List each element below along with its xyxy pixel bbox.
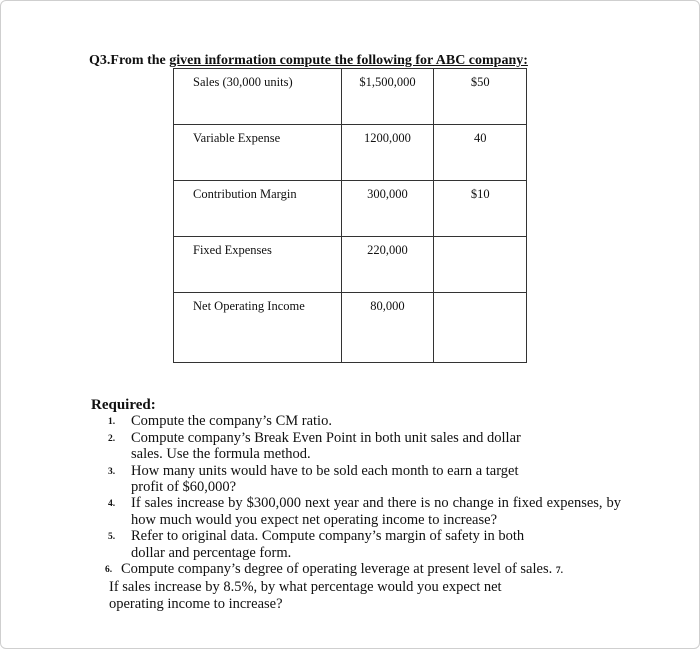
table-row [174,237,527,293]
list-item [91,463,621,496]
item-number-inline: 7. [555,566,563,577]
row-label: Fixed Expenses [174,237,342,293]
row-per-unit [434,293,527,363]
list-item [91,430,621,463]
table-row [174,125,527,181]
item-text-continued: profit of $60,000? [131,479,237,496]
table-row [174,293,527,363]
row-label: Sales (30,000 units) [174,69,342,125]
item-text-continued: If sales increase by 8.5%, by what percentage would you expect net [109,579,502,596]
item-text-continued: sales. Use the formula method. [131,446,311,463]
row-per-unit [434,237,527,293]
row-per-unit: $10 [434,181,527,237]
required-heading: Required: [91,397,156,413]
table-row [174,181,527,237]
row-total: $1,500,000 [341,69,434,125]
item-text-continued: operating income to increase? [109,595,283,612]
row-total: 300,000 [341,181,434,237]
required-list [91,413,621,612]
item-text-main: Compute company’s degree of operating leverage at present level of sales. [121,561,553,578]
item-text: Compute the company’s CM ratio. [131,413,332,430]
row-per-unit: $50 [434,69,527,125]
row-label: Contribution Margin [174,181,342,237]
item-number: 6. [105,565,113,576]
row-total: 220,000 [341,237,434,293]
list-item [91,413,621,429]
question-title-prefix: Q3.From the [89,53,170,68]
list-item [91,561,621,612]
table-row [174,69,527,125]
required-section [91,397,621,612]
item-text: If sales increase by $300,000 next year and there is no change in fixed expenses, by how much would you expect net operating income to increase? [131,495,621,528]
item-text: How many units would have to be sold each month to earn a target [131,462,519,479]
row-label: Net Operating Income [174,293,342,363]
row-per-unit: 40 [434,125,527,181]
financial-table [173,68,527,363]
item-number: 2. [108,433,116,444]
list-item [91,528,621,561]
item-number: 1. [108,417,116,428]
row-total: 1200,000 [341,125,434,181]
question-title-underlined: given information compute the following for ABC company: [169,53,528,68]
item-text-continued: dollar and percentage form. [131,544,292,561]
item-number: 3. [108,466,116,477]
item-number: 4. [108,499,116,510]
row-total: 80,000 [341,293,434,363]
item-text: Refer to original data. Compute company’s margin of safety in both [131,528,525,545]
list-item [91,495,621,528]
item-number: 5. [108,532,116,543]
item-text [109,561,563,577]
question-title [89,53,528,69]
item-text: Compute company’s Break Even Point in both unit sales and dollar [131,429,521,446]
row-label: Variable Expense [174,125,342,181]
